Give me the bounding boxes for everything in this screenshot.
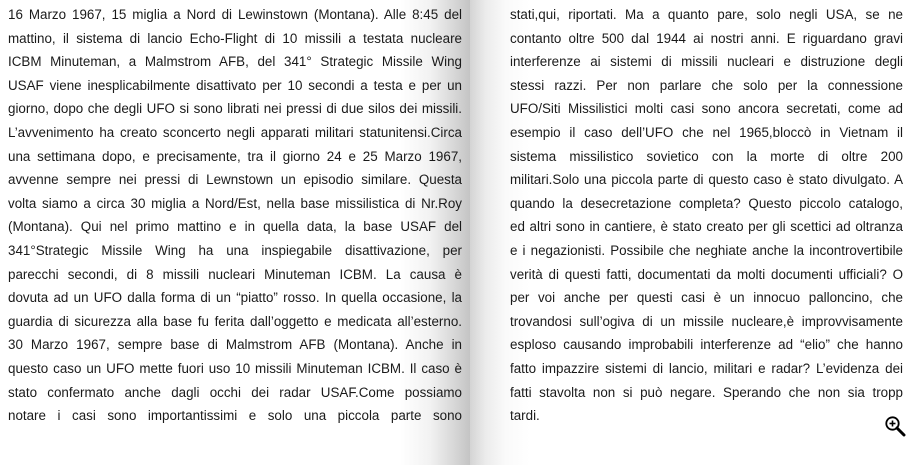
- text-line: giorno, dopo che degli UFO si sono librati nei pressi di due silos dei missili.: [8, 101, 462, 117]
- text-line: fatti stavolta non si può negare. Sperando che non sia tropp: [510, 384, 903, 400]
- text-line: 30 Marzo 1967, sempre base di Malmstrom AFB (Montana). Anche in: [8, 337, 462, 353]
- text-line: una settimana dopo, e precisamente, tra il giorno 24 e 25 Marzo 1967,: [8, 148, 462, 164]
- text-line: e i negazionisti. Possibile che neghiate anche la incontrovertibile: [510, 242, 903, 258]
- magnifier-zoom-in-icon[interactable]: [884, 415, 906, 437]
- text-line: trovandosi sull’ogiva di un missile nucleare,è improvvisamente: [510, 313, 903, 329]
- text-line: stessi razzi. Per non parlare che solo per la connessione: [510, 77, 903, 93]
- text-line: militari.Solo una piccola parte di questo caso è stato divulgato. A: [510, 172, 903, 188]
- text-line: parecchi secondi, di 8 missili nucleari Minuteman ICBM. La causa è: [8, 266, 462, 282]
- text-line: UFO/Siti Missilistici molti casi sono ancora secretati, come ad: [510, 101, 903, 117]
- text-line: mattino, il sistema di lancio Echo-Flight di 10 missili a testata nucleare: [8, 30, 462, 46]
- text-line: verità di questi fatti, documentati da molti documenti ufficiali? O: [510, 266, 903, 282]
- text-line: stato confermato anche dagli occhi dei radar USAF.Come possiamo: [8, 384, 462, 400]
- text-line: dovuta ad un UFO dalla forma di un “piatto” rosso. In quella occasione, la: [8, 290, 462, 306]
- text-line: guardia di sicurezza alla base fu ferita dall’oggetto e medicata all’esterno.: [8, 313, 462, 329]
- left-text-column: [8, 3, 462, 428]
- text-line: avvenne sempre nei pressi di Lewnstown un episodio similare. Questa: [8, 172, 462, 188]
- text-line: fatto impazzire sistemi di lancio, militari e radar? L’evidenza dei: [510, 360, 903, 376]
- text-line: ICBM Minuteman, a Malmstrom AFB, del 341° Strategic Missile Wing: [8, 54, 462, 70]
- text-line: L’avvenimento ha creato sconcerto negli apparati militari statunitensi.Circa: [8, 124, 462, 140]
- text-line: interferenze ai sistemi di missili nucleari e distruzione degli: [510, 54, 903, 70]
- text-line: (Montana). Qui nel primo mattino e in quella data, la base USAF del: [8, 219, 462, 235]
- text-line: notare i casi sono importantissimi e solo una piccola parte sono: [8, 408, 462, 424]
- text-line: questo caso un UFO mette fuori uso 10 missili Minuteman ICBM. Il caso è: [8, 360, 462, 376]
- right-text-column: [510, 3, 903, 428]
- text-line: esploso causando improbabili interferenze ad “elio” che hanno: [510, 337, 903, 353]
- text-line: 16 Marzo 1967, 15 miglia a Nord di Lewinstown (Montana). Alle 8:45 del: [8, 7, 462, 22]
- text-line: volta siamo a circa 30 miglia a Nord/Est, nella base missilistica di Nr.Roy: [8, 195, 462, 211]
- text-line: esempio il caso dell’UFO che nel 1965,bloccò in Vietnam il: [510, 124, 903, 140]
- text-line: sistema missilistico sovietico con la morte di oltre 200: [510, 148, 903, 164]
- text-line: 341°Strategic Missile Wing ha una inspiegabile disattivazione, per: [8, 242, 462, 258]
- text-line: stati,qui, riportati. Ma a quanto pare, solo negli USA, se ne: [510, 7, 903, 22]
- text-line: USAF viene inesplicabilmente disattivato per 10 secondi a testa e per un: [8, 77, 462, 93]
- text-line: quando la desecretazione completa? Questo piccolo catalogo,: [510, 195, 903, 211]
- text-line: tardi.: [510, 408, 540, 424]
- text-line: per voi anche per questi casi è un innocuo palloncino, che: [510, 290, 903, 306]
- text-line: ed altri sono in cantiere, è stato creato per gli scettici ad oltranza: [510, 219, 903, 235]
- text-line: contanto oltre 500 dal 1944 ai nostri anni. E riguardano gravi: [510, 30, 903, 46]
